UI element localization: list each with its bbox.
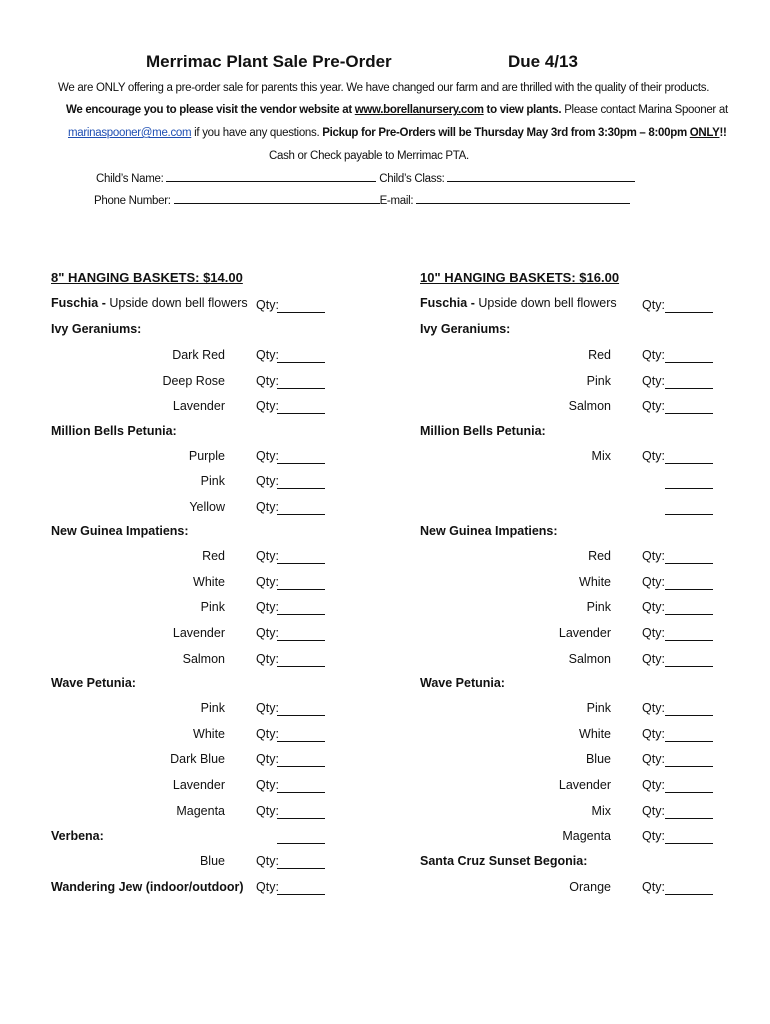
left-ivy-1-qty-label: Qty: xyxy=(256,374,279,388)
right-ivy-1-qty-label: Qty: xyxy=(642,374,665,388)
intro-line-1: We are ONLY offering a pre-order sale for parents this year. We have changed our farm and are thrilled with the quality of their products. xyxy=(58,82,710,94)
right-guinea-1-qty-field[interactable] xyxy=(665,589,713,590)
intro-line-2-rest: Please contact Marina Spooner at xyxy=(561,104,728,116)
left-verbena-label: Verbena: xyxy=(51,829,104,843)
vendor-website-link[interactable]: www.borellanursery.com xyxy=(354,104,484,116)
left-guinea-1-qty-field[interactable] xyxy=(277,589,325,590)
left-wave-0-qty-field[interactable] xyxy=(277,715,325,716)
left-wave-item: Lavender xyxy=(172,778,225,792)
payment-note: Cash or Check payable to Merrimac PTA. xyxy=(269,150,469,162)
left-million-0-qty-field[interactable] xyxy=(277,463,325,464)
right-begonia-0-qty-label: Qty: xyxy=(642,880,665,894)
left-guinea-4-qty-label: Qty: xyxy=(256,652,279,666)
right-guinea-item: White xyxy=(579,575,611,589)
right-million-0-qty-label: Qty: xyxy=(642,449,665,463)
right-guinea-4-qty-field[interactable] xyxy=(665,666,713,667)
right-million-label: Million Bells Petunia: xyxy=(420,424,546,438)
left-million-label: Million Bells Petunia: xyxy=(51,424,177,438)
left-million-1-qty-field[interactable] xyxy=(277,488,325,489)
left-million-1-qty-label: Qty: xyxy=(256,474,279,488)
right-guinea-0-qty-field[interactable] xyxy=(665,563,713,564)
email-field[interactable] xyxy=(416,202,630,204)
left-wave-item: Dark Blue xyxy=(170,752,225,766)
right-wave-2-qty-field[interactable] xyxy=(665,766,713,767)
left-fuschia-desc: Upside down bell flowers xyxy=(105,296,248,310)
due-date: Due 4/13 xyxy=(508,52,578,71)
left-guinea-4-qty-field[interactable] xyxy=(277,666,325,667)
pickup-exclaim: !! xyxy=(719,127,727,139)
right-wave-5-qty-label: Qty: xyxy=(642,829,665,843)
right-ivy-1-qty-field[interactable] xyxy=(665,388,713,389)
left-wave-4-qty-field[interactable] xyxy=(277,818,325,819)
right-heading: 10" HANGING BASKETS: $16.00 xyxy=(420,270,620,285)
right-wave-4-qty-label: Qty: xyxy=(642,804,665,818)
right-wave-item: Mix xyxy=(591,804,611,818)
right-million-0-qty-field[interactable] xyxy=(665,463,713,464)
right-million-item: Mix xyxy=(591,449,611,463)
left-wave-1-qty-field[interactable] xyxy=(277,741,325,742)
intro-line-2-bold-b: to view plants. xyxy=(483,104,562,116)
intro-line-3-mid: if you have any questions. xyxy=(191,127,323,139)
intro-line-3 xyxy=(68,127,727,139)
left-million-2-qty-label: Qty: xyxy=(256,500,279,514)
left-heading: 8" HANGING BASKETS: $14.00 xyxy=(51,270,243,285)
right-wave-3-qty-label: Qty: xyxy=(642,778,665,792)
left-guinea-item: Salmon xyxy=(182,652,225,666)
left-million-item: Purple xyxy=(188,449,225,463)
right-wave-item: Lavender xyxy=(558,778,611,792)
right-guinea-3-qty-field[interactable] xyxy=(665,640,713,641)
left-wave-1-qty-label: Qty: xyxy=(256,727,279,741)
right-wave-4-qty-field[interactable] xyxy=(665,818,713,819)
right-fuschia-row xyxy=(420,296,617,310)
left-wave-2-qty-label: Qty: xyxy=(256,752,279,766)
left-guinea-item: Pink xyxy=(200,600,225,614)
left-guinea-item: Lavender xyxy=(172,626,225,640)
left-ivy-1-qty-field[interactable] xyxy=(277,388,325,389)
right-guinea-2-qty-label: Qty: xyxy=(642,600,665,614)
email-label: E-mail: xyxy=(379,195,414,207)
child-name-row xyxy=(96,173,635,185)
left-guinea-3-qty-field[interactable] xyxy=(277,640,325,641)
right-guinea-item: Lavender xyxy=(558,626,611,640)
right-wave-item: Blue xyxy=(585,752,611,766)
right-ivy-item: Pink xyxy=(586,374,611,388)
left-wave-3-qty-field[interactable] xyxy=(277,792,325,793)
left-verbena-blank-qty-field[interactable] xyxy=(277,843,325,844)
right-wave-5-qty-field[interactable] xyxy=(665,843,713,844)
left-guinea-0-qty-field[interactable] xyxy=(277,563,325,564)
left-fuschia-qty-label: Qty: xyxy=(256,298,279,312)
right-guinea-4-qty-label: Qty: xyxy=(642,652,665,666)
left-fuschia-name: Fuschia - xyxy=(51,296,106,310)
contact-email-link[interactable]: marinaspooner@me.com xyxy=(68,127,192,139)
pickup-info: Pickup for Pre-Orders will be Thursday May 3rd from 3:30pm – 8:00pm xyxy=(322,127,690,139)
left-guinea-0-qty-label: Qty: xyxy=(256,549,279,563)
left-verbena-0-qty-field[interactable] xyxy=(277,868,325,869)
right-ivy-item: Red xyxy=(588,348,611,362)
right-wave-item: Pink xyxy=(586,701,611,715)
right-guinea-item: Salmon xyxy=(568,652,611,666)
right-guinea-item: Red xyxy=(588,549,611,563)
intro-line-2 xyxy=(66,104,728,116)
left-wave-3-qty-label: Qty: xyxy=(256,778,279,792)
left-million-item: Yellow xyxy=(189,500,225,514)
phone-row xyxy=(94,195,630,207)
child-class-label: Child’s Class: xyxy=(379,173,445,185)
left-million-item: Pink xyxy=(200,474,225,488)
left-million-0-qty-label: Qty: xyxy=(256,449,279,463)
left-verbena-0-qty-label: Qty: xyxy=(256,854,279,868)
right-begonia-0-qty-field[interactable] xyxy=(665,894,713,895)
intro-line-2-bold: We encourage you to please visit the vendor website at xyxy=(66,104,355,116)
right-begonia-item: Orange xyxy=(569,880,611,894)
right-ivy-2-qty-field[interactable] xyxy=(665,413,713,414)
left-wave-4-qty-label: Qty: xyxy=(256,804,279,818)
right-ivy-2-qty-label: Qty: xyxy=(642,399,665,413)
left-guinea-3-qty-label: Qty: xyxy=(256,626,279,640)
left-ivy-item: Lavender xyxy=(172,399,225,413)
right-guinea-1-qty-label: Qty: xyxy=(642,575,665,589)
left-wandering-qty-label: Qty: xyxy=(256,880,279,894)
left-ivy-2-qty-field[interactable] xyxy=(277,413,325,414)
left-ivy-0-qty-label: Qty: xyxy=(256,348,279,362)
left-ivy-label: Ivy Geraniums: xyxy=(51,322,142,336)
left-wave-item: White xyxy=(193,727,225,741)
left-ivy-2-qty-label: Qty: xyxy=(256,399,279,413)
right-wave-0-qty-label: Qty: xyxy=(642,701,665,715)
left-guinea-item: Red xyxy=(202,549,225,563)
right-fuschia-qty-field[interactable] xyxy=(665,312,713,313)
right-million-blank-2-qty-field[interactable] xyxy=(665,514,713,515)
left-fuschia-qty-field[interactable] xyxy=(277,312,325,313)
left-wave-item: Magenta xyxy=(176,804,225,818)
right-fuschia-name: Fuschia - xyxy=(420,296,475,310)
right-wave-1-qty-label: Qty: xyxy=(642,727,665,741)
right-guinea-item: Pink xyxy=(586,600,611,614)
left-ivy-item: Dark Red xyxy=(172,348,225,362)
left-guinea-item: White xyxy=(193,575,225,589)
right-ivy-item: Salmon xyxy=(568,399,611,413)
left-wandering-label: Wandering Jew (indoor/outdoor) xyxy=(51,880,244,894)
right-wave-label: Wave Petunia: xyxy=(420,676,505,690)
phone-field[interactable] xyxy=(174,202,380,204)
left-guinea-2-qty-field[interactable] xyxy=(277,614,325,615)
right-guinea-2-qty-field[interactable] xyxy=(665,614,713,615)
left-million-2-qty-field[interactable] xyxy=(277,514,325,515)
right-wave-item: White xyxy=(579,727,611,741)
right-begonia-label: Santa Cruz Sunset Begonia: xyxy=(420,854,588,868)
left-ivy-item: Deep Rose xyxy=(162,374,225,388)
left-wave-0-qty-label: Qty: xyxy=(256,701,279,715)
right-wave-2-qty-label: Qty: xyxy=(642,752,665,766)
page-title: Merrimac Plant Sale Pre-Order xyxy=(146,52,392,71)
right-fuschia-desc: Upside down bell flowers xyxy=(474,296,617,310)
right-ivy-0-qty-label: Qty: xyxy=(642,348,665,362)
child-name-field[interactable] xyxy=(166,180,376,182)
right-ivy-0-qty-field[interactable] xyxy=(665,362,713,363)
left-ivy-0-qty-field[interactable] xyxy=(277,362,325,363)
left-wave-label: Wave Petunia: xyxy=(51,676,136,690)
left-guinea-1-qty-label: Qty: xyxy=(256,575,279,589)
right-guinea-0-qty-label: Qty: xyxy=(642,549,665,563)
right-ivy-label: Ivy Geraniums: xyxy=(420,322,511,336)
left-fuschia-row xyxy=(51,296,248,310)
left-wave-item: Pink xyxy=(200,701,225,715)
right-wave-0-qty-field[interactable] xyxy=(665,715,713,716)
left-guinea-label: New Guinea Impatiens: xyxy=(51,524,189,538)
right-guinea-label: New Guinea Impatiens: xyxy=(420,524,558,538)
left-wave-2-qty-field[interactable] xyxy=(277,766,325,767)
right-wave-1-qty-field[interactable] xyxy=(665,741,713,742)
phone-label: Phone Number: xyxy=(94,195,171,207)
left-verbena-item: Blue xyxy=(199,854,225,868)
right-guinea-3-qty-label: Qty: xyxy=(642,626,665,640)
child-name-label: Child’s Name: xyxy=(96,173,164,185)
left-guinea-2-qty-label: Qty: xyxy=(256,600,279,614)
right-fuschia-qty-label: Qty: xyxy=(642,298,665,312)
right-million-blank-1-qty-field[interactable] xyxy=(665,488,713,489)
right-wave-3-qty-field[interactable] xyxy=(665,792,713,793)
child-class-field[interactable] xyxy=(447,180,635,182)
left-wandering-qty-field[interactable] xyxy=(277,894,325,895)
right-wave-item: Magenta xyxy=(562,829,611,843)
pickup-only: ONLY xyxy=(689,127,720,139)
